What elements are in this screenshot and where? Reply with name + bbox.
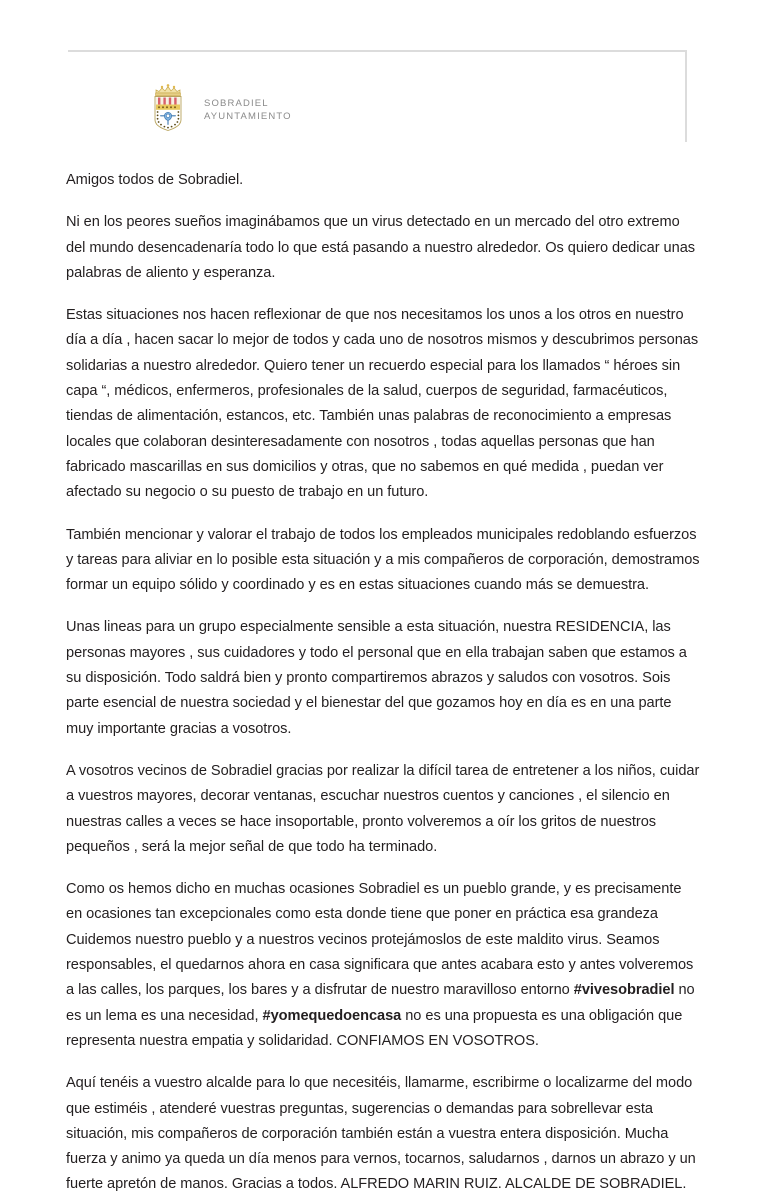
paragraph-vecinos: A vosotros vecinos de Sobradiel gracias por realizar la difícil tarea de entretener a los niños, cuidar a vuestros mayores, decorar ventanas, escuchar nuestros cuentos y canciones , el silencio en nuestras calles a veces se hace insoportable, pronto volveremos a oír los gritos de nuestros pequeños , será la mejor señal de que todo ha terminado. <box>66 762 700 855</box>
letterhead-municipality: SOBRADIEL <box>204 98 269 109</box>
letter-body <box>66 168 700 1198</box>
sobradiel-coat-of-arms-icon <box>146 82 190 132</box>
letterhead-text-block <box>204 91 292 123</box>
hashtag-text: #vivesobradiel <box>573 982 675 999</box>
paragraph-greeting: Amigos todos de Sobradiel. <box>66 172 244 188</box>
hashtag-text: #yomequedoencasa <box>262 1007 402 1024</box>
letterhead <box>146 82 292 132</box>
paragraph-cierre: Aquí tenéis a vuestro alcalde para lo que necesitéis, llamarme, escribirme o localizarme del modo que estiméis , atenderé vuestras preguntas, sugerencias o demandas para sobrellevar esta situación, mis compañeros de corporación también están a vuestra entera disposición. Mucha fuerza y animo ya queda un día menos para vernos, tocarnos, saludarnos , darnos un abrazo y un fuerte apretón de manos. Gracias a todos. ALFREDO MARIN RUIZ. ALCALDE DE SOBRADIEL. <box>66 1075 696 1193</box>
paragraph-pueblo-grande: Como os hemos dicho en muchas ocasiones Sobradiel es un pueblo grande, y es precisamente en ocasiones tan excepcionales como esta donde tiene que poner en práctica esa grandeza Cuidemos nuestro pueblo y a nuestros vecinos protejámoslos de este maldito virus. Seamos responsables, el quedarnos ahora en casa significara que antes acabara esto y antes volveremos a las calles, los parques, los bares y a disfrutar de nuestro maravilloso entorno #vivesobradiel no es un lema es una necesidad, #yomequedoencasa no es una propuesta es una obligación que representa nuestra empatia y solidaridad. CONFIAMOS EN VOSOTROS. <box>66 881 695 1049</box>
paragraph-empleados: También mencionar y valorar el trabajo de todos los empleados municipales redoblando esfuerzos y tareas para aliviar en lo posible esta situación y a mis compañeros de corporación, demostramos formar un equipo sólido y coordinado y es en estas situaciones cuando más se demuestra. <box>66 526 700 594</box>
paragraph-residencia: Unas lineas para un grupo especialmente sensible a esta situación, nuestra RESIDENCIA, las personas mayores , sus cuidadores y todo el personal que en ella trabajan saben que estamos a su disposición. Todo saldrá bien y pronto compartiremos abrazos y saludos con vosotros. Sois parte esencial de nuestra sociedad y el bienestar del que gozamos hoy en día es en una parte muy importante gracias a vosotros. <box>66 619 687 737</box>
letterhead-entity: AYUNTAMIENTO <box>204 111 292 122</box>
paragraph-heroes: Estas situaciones nos hacen reflexionar de que nos necesitamos los unos a los otros en nuestro día a día , hacen sacar lo mejor de todos y cada uno de nosotros mismos y descubrimos personas solidarias a nuestro alrededor. Quiero tener un recuerdo especial para los llamados “ héroes sin capa “, médicos, enfermeros, profesionales de la salud, cuerpos de seguridad, farmacéuticos, tiendas de alimentación, estancos, etc. También unas palabras de reconocimiento a empresas locales que colaboran desinteresadamente con nosotros , todas aquellas personas que han fabricado mascarillas en sus domicilios y otras, que no sabemos en qué medida , puedan ver afectado su negocio o su puesto de trabajo en un futuro. <box>66 307 699 501</box>
paragraph-intro: Ni en los peores sueños imaginábamos que un virus detectado en un mercado del otro extremo del mundo desencadenaría todo lo que está pasando a nuestro alrededor. Os quiero dedicar unas palabras de aliento y esperanza. <box>66 214 696 281</box>
